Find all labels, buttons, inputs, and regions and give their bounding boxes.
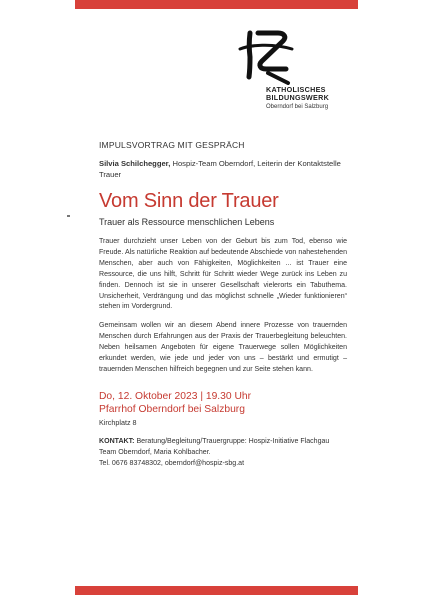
body-paragraph-2: Gemeinsam wollen wir an diesem Abend innere Prozesse von trauernden Menschen durch Erfahrungen aus der Praxis der Trauerbegleitung beleuchten. Neben heilsamen Angeboten für eigene Trauerwege sollen Möglichkeiten erkundet werden, wie jede und jeder von uns – bestärkt und ermutigt – trauernden Menschen hilfreich begegnen und zur Seite stehen kann. [99, 322, 347, 373]
event-place: Pfarrhof Oberndorf bei Salzburg [99, 403, 245, 415]
logo [238, 27, 348, 110]
event-address: Kirchplatz 8 [99, 417, 137, 427]
logo-text-line2: BILDUNGSWERK [266, 93, 330, 102]
event-kicker: IMPULSVORTRAG MIT GESPRÄCH [99, 140, 245, 150]
speaker-name: Silvia Schilchegger, [99, 159, 171, 168]
page-subtitle: Trauer als Ressource menschlichen Lebens [99, 217, 275, 227]
kbw-logo-icon [238, 27, 298, 85]
speaker-role: Hospiz-Team Oberndorf, Leiterin der Kontaktstelle Trauer [99, 159, 341, 179]
page-title: Vom Sinn der Trauer [99, 190, 279, 212]
flyer-content [99, 140, 347, 470]
contact-text: Beratung/Begleitung/Trauergruppe: Hospiz-Initiative Flachgau Team Oberndorf, Maria Kohlbacher. [99, 437, 330, 456]
logo-text-location: Oberndorf bei Salzburg [266, 104, 329, 110]
scan-mark [67, 215, 70, 217]
bottom-accent-band [75, 586, 358, 595]
event-datetime: Do, 12. Oktober 2023 | 19.30 Uhr [99, 390, 252, 402]
contact-phone-email: Tel. 0676 83748302, oberndorf@hospiz-sbg.at [99, 459, 245, 467]
body-paragraph-1: Trauer durchzieht unser Leben von der Geburt bis zum Tod, ebenso wie Freude. Als natürliche Reaktion auf bedeutende Abschiede von nahestehenden Menschen, aber auch von Fähigkeiten, Möglichkeiten ... ist Trauer eine Ressource, die uns hilft, Schritt für Schritt wieder Wege zurück ins Leben zu finden. Dennoch ist sie in unserer Gesellschaft vielerorts ein Tabuthema. Unsicherheit, Verdrängung und das möglichst schnelle „Wieder funktionieren“ stehen im Vordergrund. [99, 238, 347, 311]
contact-label: KONTAKT: [99, 437, 135, 445]
speaker-info [99, 159, 347, 180]
contact-info [99, 437, 347, 470]
logo-text-line1: KATHOLISCHES [266, 85, 326, 94]
top-accent-band [75, 0, 358, 9]
event-details [99, 390, 347, 416]
